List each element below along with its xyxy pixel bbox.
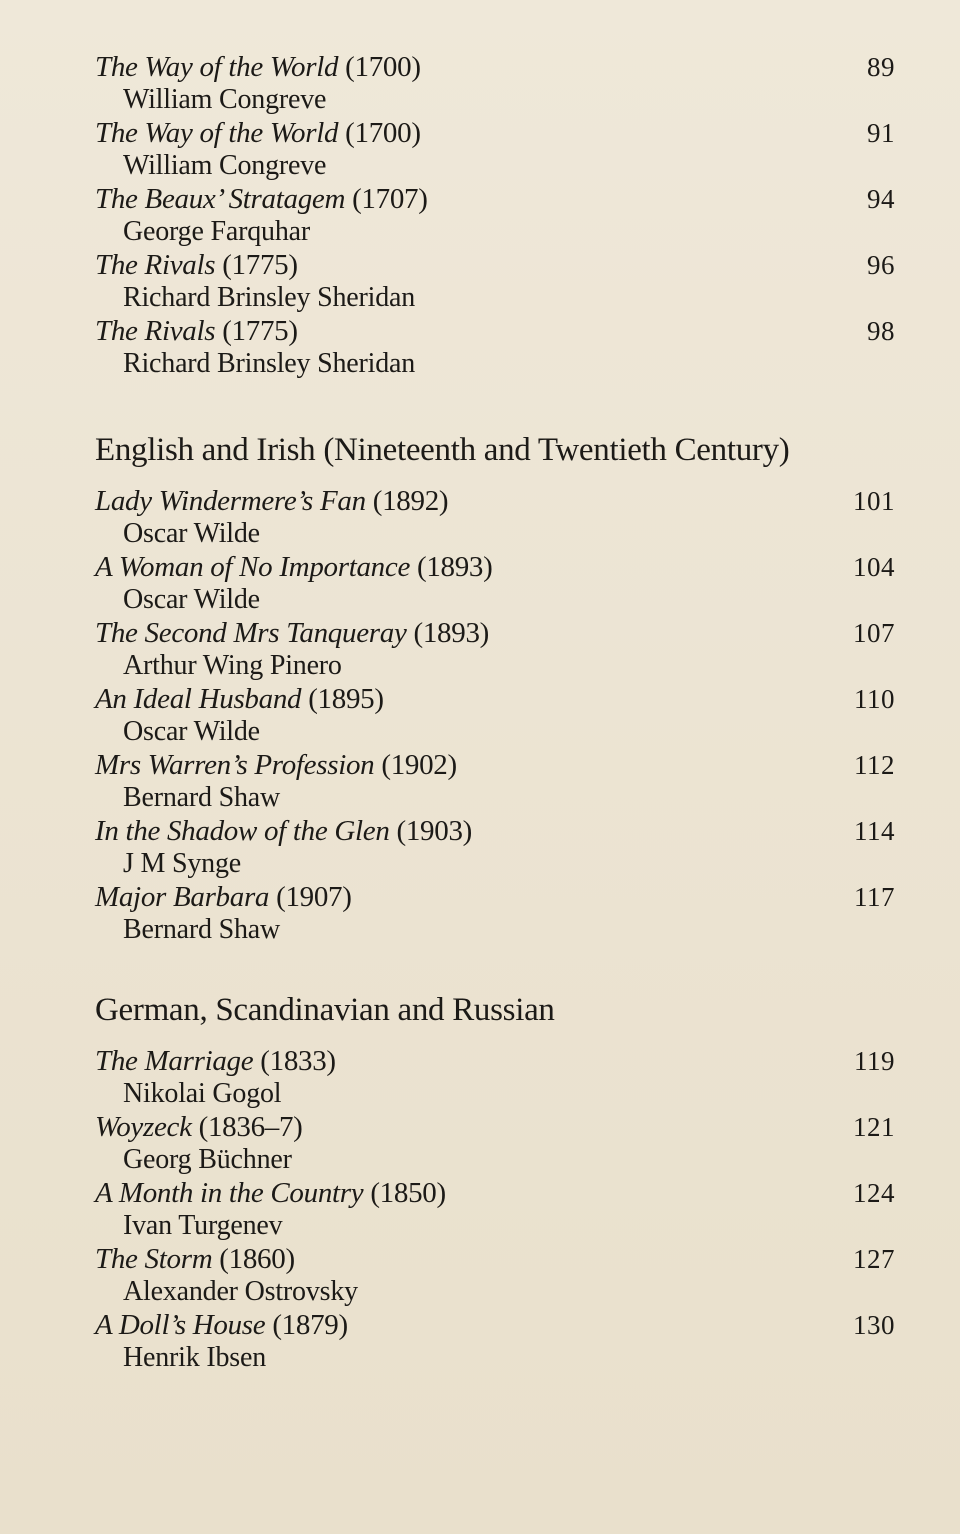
play-year: (1700) [345, 117, 421, 149]
contents-entry [95, 116, 895, 182]
play-title: A Doll’s House [95, 1309, 266, 1341]
page-number: 117 [854, 882, 895, 912]
play-title: The Rivals [95, 315, 216, 347]
play-author: Richard Brinsley Sheridan [123, 348, 416, 379]
play-author: Henrik Ibsen [123, 1342, 267, 1373]
contents-page [95, 50, 895, 1374]
page-number: 107 [853, 618, 895, 648]
contents-entry [95, 880, 895, 946]
play-author: Alexander Ostrovsky [123, 1276, 358, 1307]
page-number: 110 [854, 684, 895, 714]
play-author: Oscar Wilde [123, 518, 260, 549]
contents-entry [95, 1308, 895, 1374]
play-title: An Ideal Husband [95, 683, 302, 715]
play-author: Richard Brinsley Sheridan [123, 282, 416, 313]
play-author: Oscar Wilde [123, 584, 260, 615]
play-year: (1892) [372, 485, 449, 517]
contents-entry [95, 1242, 895, 1308]
contents-entry [95, 248, 895, 314]
contents-entry [95, 314, 895, 380]
contents-entry [95, 550, 895, 616]
play-title: The Way of the World [95, 51, 339, 83]
play-author: Georg Büchner [123, 1144, 292, 1175]
play-title: The Beaux’ Stratagem [95, 183, 346, 215]
contents-group-2 [95, 430, 895, 946]
play-year: (1893) [413, 617, 489, 649]
play-title: Woyzeck [95, 1111, 192, 1143]
page-number: 119 [854, 1046, 895, 1076]
play-author: J M Synge [123, 848, 241, 879]
play-title: Lady Windermere’s Fan [95, 485, 366, 517]
play-author: Ivan Turgenev [123, 1210, 283, 1241]
contents-entry [95, 616, 895, 682]
play-author: Nikolai Gogol [123, 1078, 282, 1109]
play-author: Bernard Shaw [123, 782, 281, 813]
play-title: Major Barbara [95, 881, 270, 913]
play-author: William Congreve [123, 150, 327, 181]
contents-entry [95, 682, 895, 748]
play-title: The Marriage [95, 1045, 254, 1077]
contents-entry [95, 1176, 895, 1242]
contents-entry [95, 1044, 895, 1110]
play-year: (1833) [260, 1045, 336, 1077]
play-year: (1879) [272, 1309, 348, 1341]
contents-entry [95, 182, 895, 248]
contents-entry [95, 50, 895, 116]
page-number: 96 [867, 250, 895, 280]
play-year: (1775) [222, 249, 298, 281]
play-year: (1893) [416, 551, 493, 583]
play-title: A Month in the Country [95, 1177, 364, 1209]
play-year: (1775) [222, 315, 298, 347]
page-number: 121 [853, 1112, 895, 1142]
play-author: Bernard Shaw [123, 914, 281, 945]
page-number: 127 [853, 1244, 895, 1274]
play-year: (1700) [345, 51, 421, 83]
play-title: The Second Mrs Tanqueray [95, 617, 407, 649]
play-year: (1860) [219, 1243, 295, 1275]
play-year: (1902) [381, 749, 457, 781]
play-title: The Way of the World [95, 117, 339, 149]
contents-entry [95, 748, 895, 814]
page-number: 124 [853, 1178, 895, 1208]
play-author: Oscar Wilde [123, 716, 260, 747]
page-number: 101 [853, 486, 895, 516]
play-year: (1903) [396, 815, 473, 847]
play-title: A Woman of No Importance [95, 551, 411, 583]
contents-group-3 [95, 990, 895, 1374]
contents-entry [95, 1110, 895, 1176]
page-number: 94 [867, 184, 895, 214]
section-heading: German, Scandinavian and Russian [95, 992, 555, 1028]
page-number: 91 [867, 118, 895, 148]
page-number: 89 [867, 52, 895, 82]
play-title: Mrs Warren’s Profession [95, 749, 375, 781]
contents-entry [95, 484, 895, 550]
play-author: George Farquhar [123, 216, 310, 247]
play-author: William Congreve [123, 84, 327, 115]
play-title: In the Shadow of the Glen [95, 815, 390, 847]
play-year: (1836–7) [198, 1111, 303, 1143]
page-number: 114 [854, 816, 895, 846]
play-year: (1707) [352, 183, 428, 215]
play-title: The Storm [95, 1243, 213, 1275]
section-heading: English and Irish (Nineteenth and Twentieth Century) [95, 432, 790, 468]
page-number: 130 [853, 1310, 895, 1340]
page-number: 98 [867, 316, 895, 346]
play-year: (1907) [276, 881, 352, 913]
play-year: (1850) [370, 1177, 446, 1209]
contents-entry [95, 814, 895, 880]
play-year: (1895) [308, 683, 384, 715]
play-author: Arthur Wing Pinero [123, 650, 342, 681]
contents-group-1 [95, 50, 895, 380]
page-number: 112 [854, 750, 895, 780]
page-number: 104 [853, 552, 895, 582]
play-title: The Rivals [95, 249, 216, 281]
